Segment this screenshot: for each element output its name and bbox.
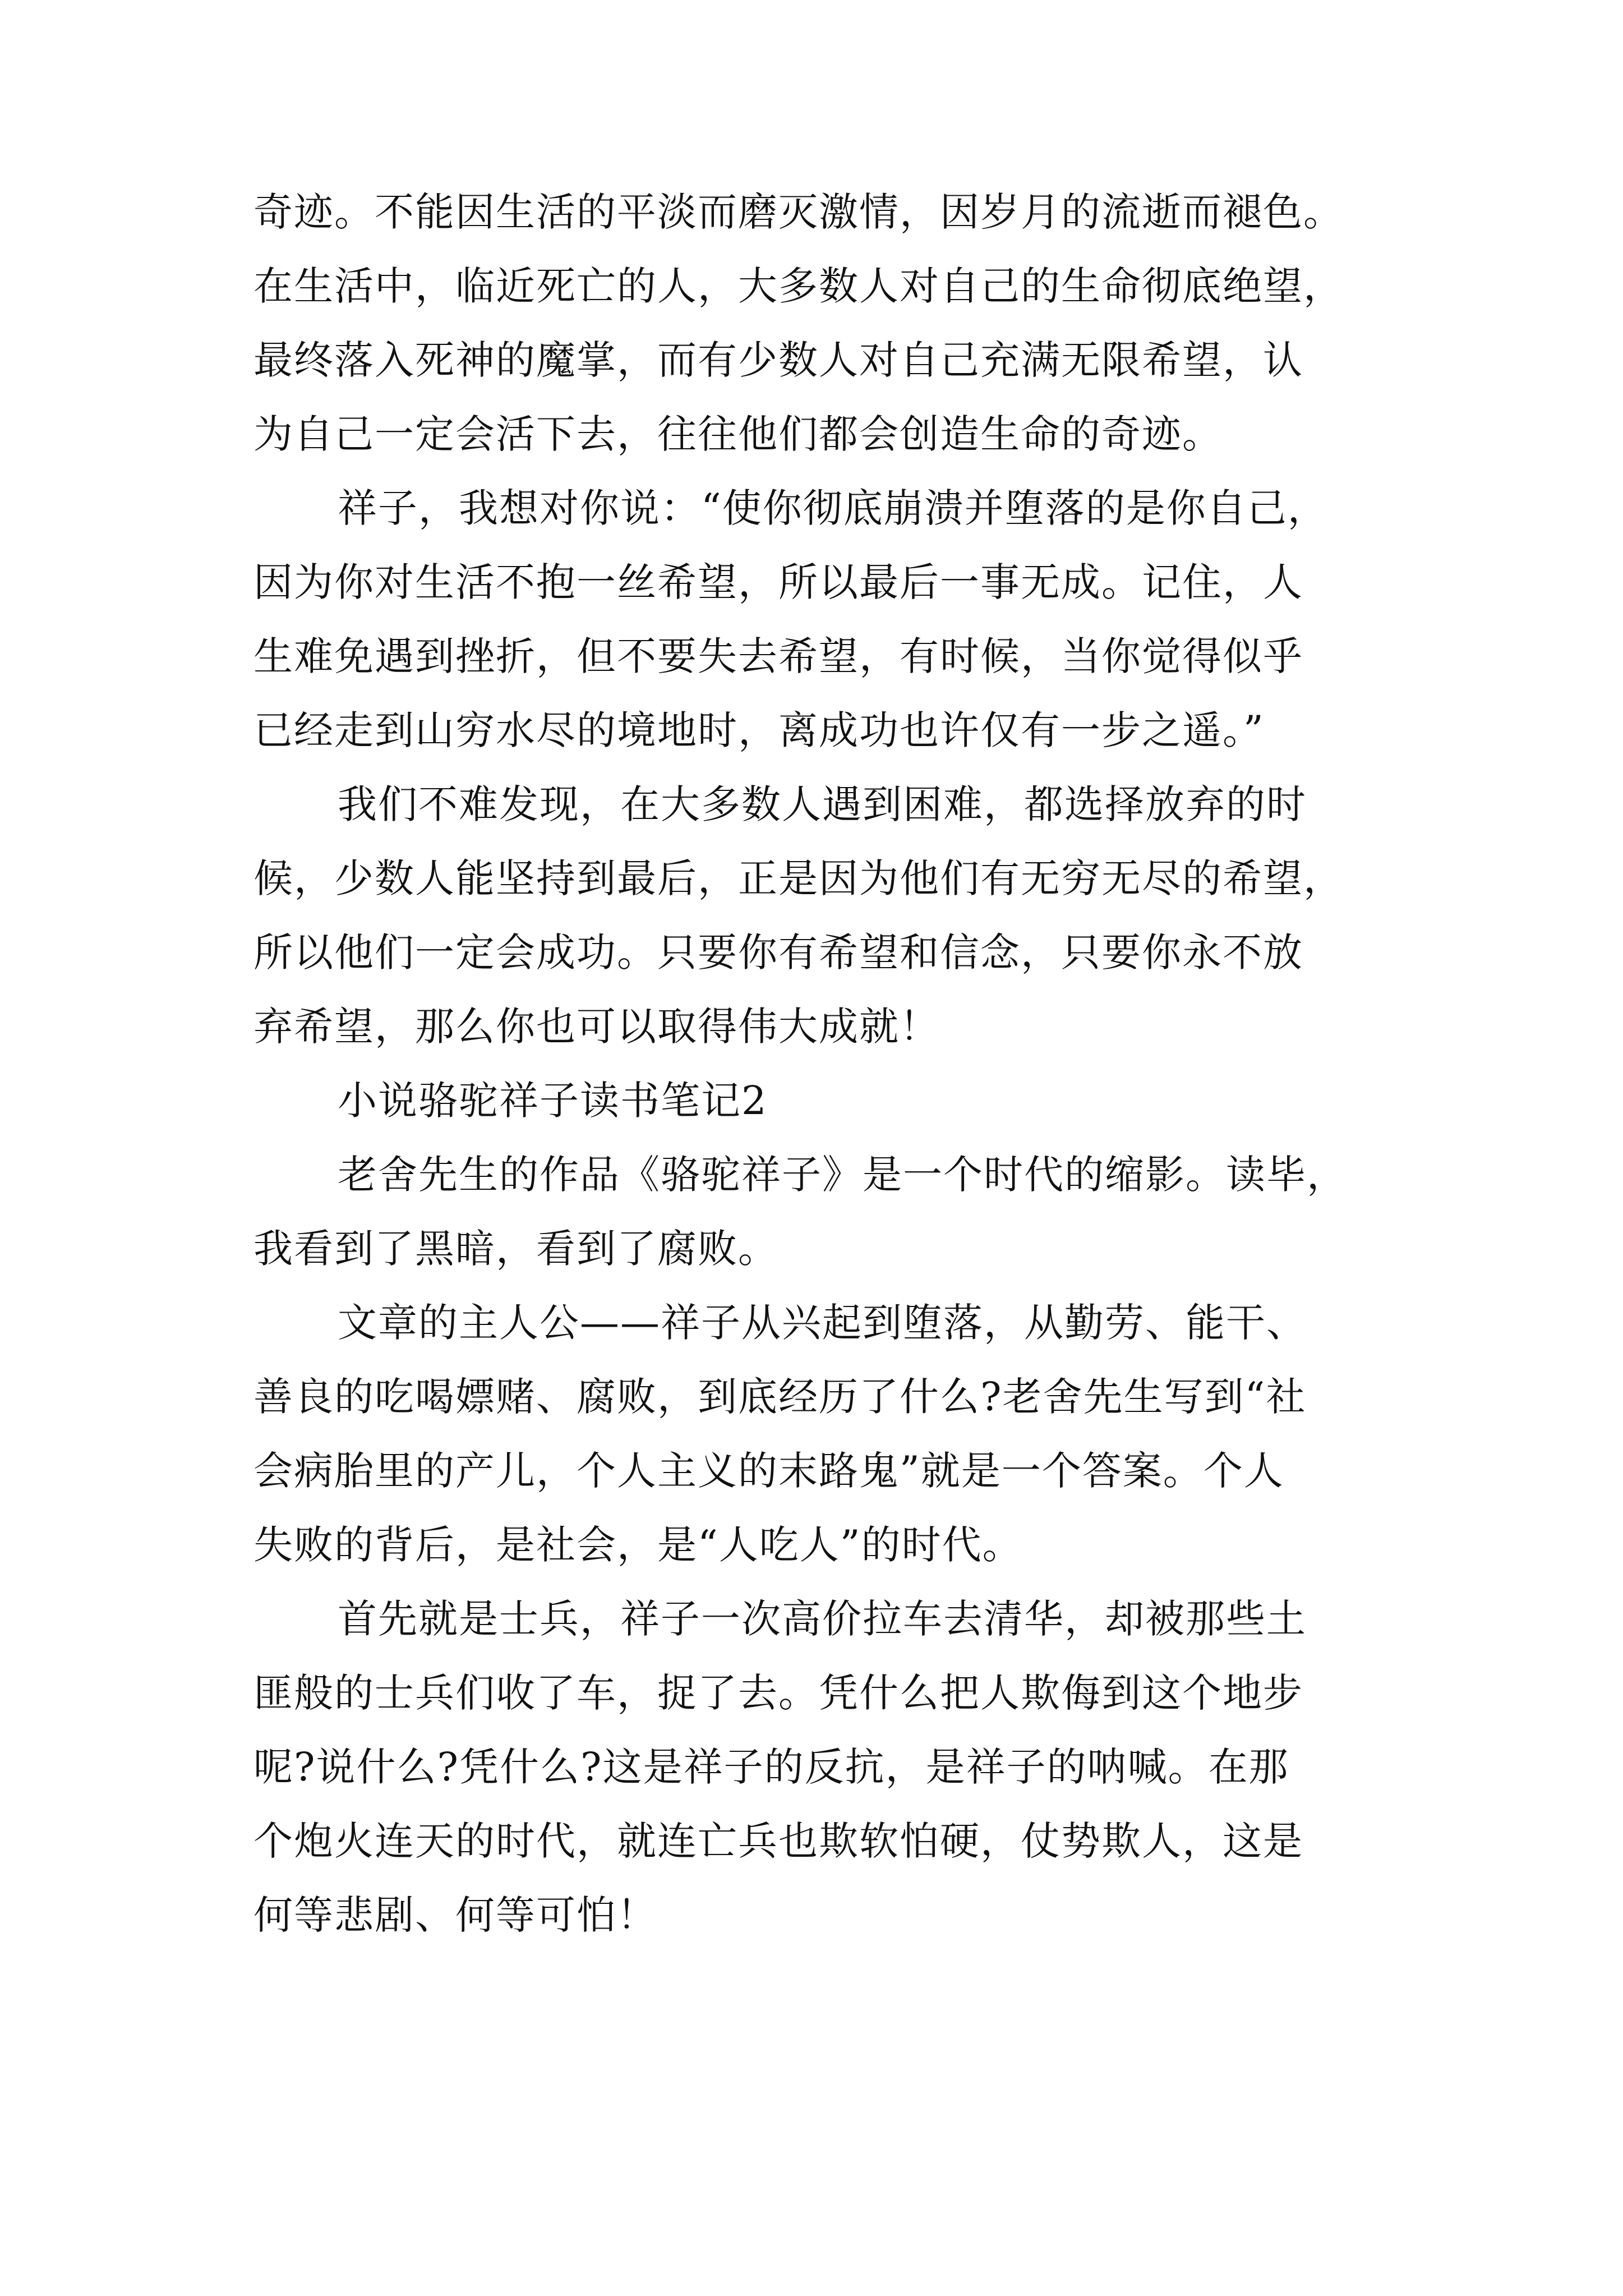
- text-line: 在生活中，临近死亡的人，大多数人对自己的生命彻底绝望，: [253, 263, 1344, 309]
- text-line: 奇迹。不能因生活的平淡而磨灭激情，因岁月的流逝而褪色。: [253, 189, 1344, 235]
- paragraph-first-line: 我们不难发现，在大多数人遇到困难，都选择放弃的时: [338, 781, 1307, 827]
- paragraph-first-line: 祥子，我想对你说：“使你彻底崩溃并堕落的是你自己，: [338, 485, 1328, 531]
- text-line: 个炮火连天的时代，就连亡兵也欺软怕硬，仗势欺人，这是: [253, 1818, 1303, 1864]
- text-line: 呢?说什么?凭什么?这是祥子的反抗，是祥子的呐喊。在那: [253, 1744, 1289, 1790]
- paragraph-first-line: 老舍先生的作品《骆驼祥子》是一个时代的缩影。读毕，: [338, 1152, 1347, 1198]
- text-line: 我看到了黑暗，看到了腐败。: [253, 1226, 778, 1272]
- text-line: 弃希望，那么你也可以取得伟大成就！: [253, 1004, 940, 1050]
- paragraph-first-line: 文章的主人公——祥子从兴起到堕落，从勤劳、能干、: [338, 1300, 1307, 1346]
- text-line: 匪般的士兵们收了车，捉了去。凭什么把人欺侮到这个地步: [253, 1670, 1303, 1716]
- text-line: 生难免遇到挫折，但不要失去希望，有时候，当你觉得似乎: [253, 633, 1303, 679]
- text-line: 为自己一定会活下去，往往他们都会创造生命的奇迹。: [253, 411, 1223, 457]
- paragraph-first-line: 首先就是士兵，祥子一次高价拉车去清华，却被那些土: [338, 1596, 1307, 1642]
- text-line: 候，少数人能坚持到最后，正是因为他们有无穷无尽的希望，: [253, 855, 1344, 901]
- text-line: 善良的吃喝嫖赌、腐败，到底经历了什么?老舍先生写到“社: [253, 1374, 1307, 1420]
- text-line: 会病胎里的产儿，个人主义的末路鬼”就是一个答案。个人: [253, 1448, 1284, 1494]
- section-heading: 小说骆驼祥子读书笔记2: [338, 1078, 768, 1124]
- text-line: 所以他们一定会成功。只要你有希望和信念，只要你永不放: [253, 930, 1303, 976]
- text-line: 最终落入死神的魔掌，而有少数人对自己充满无限希望，认: [253, 337, 1303, 383]
- text-line: 何等悲剧、何等可怕！: [253, 1892, 657, 1938]
- text-line: 失败的背后，是社会，是“人吃人”的时代。: [253, 1522, 1023, 1568]
- text-line: 因为你对生活不抱一丝希望，所以最后一事无成。记住，人: [253, 559, 1303, 605]
- text-line: 已经走到山穷水尽的境地时，离成功也许仅有一步之遥。”: [253, 707, 1265, 753]
